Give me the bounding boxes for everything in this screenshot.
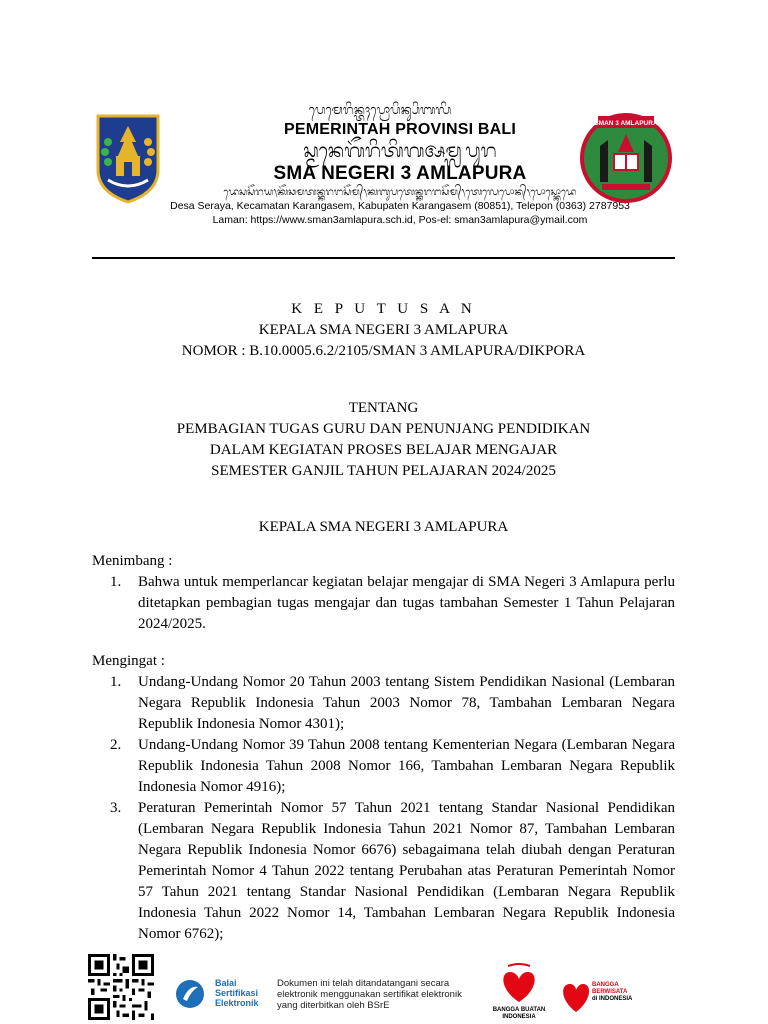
decree-by: KEPALA SMA NEGERI 3 AMLAPURA bbox=[258, 519, 509, 535]
menimbang-label: Menimbang : bbox=[92, 553, 173, 569]
list-item-number: 3. bbox=[110, 800, 122, 816]
list-item bbox=[92, 672, 675, 735]
letterhead bbox=[155, 104, 645, 226]
list-item-text: Bahwa untuk memperlancar kegiatan belajar mengajar di SMA Negeri 3 Amlapura perlu ditetapkan pembagian tugas mengajar dan tugas tambahan Semester 1 Tahun Pelajaran 2024/2025. bbox=[138, 574, 675, 632]
list-item-number: 1. bbox=[110, 574, 122, 590]
bali-province-emblem-icon bbox=[94, 112, 162, 204]
mengingat-list bbox=[92, 672, 675, 945]
list-item-text: Undang-Undang Nomor 20 Tahun 2003 tentang Sistem Pendidikan Nasional (Lembaran Negara Republik Indonesia Tahun 2003 Nomor 78, Tambahan Lembaran Negara Republik Indonesia Nomor 4301); bbox=[138, 674, 675, 732]
list-item bbox=[92, 798, 675, 945]
decree-number: NOMOR : B.10.0005.6.2/2105/SMAN 3 AMLAPURA/DIKPORA bbox=[181, 343, 586, 359]
decree-about: TENTANG bbox=[348, 400, 419, 416]
bsre-logo-icon bbox=[175, 979, 205, 1009]
electronic-signature-note: Dokumen ini telah ditandatangani secara elektronik menggunakan sertifikat elektronik yang diterbitkan oleh BSrE bbox=[277, 978, 462, 1011]
list-item-number: 1. bbox=[110, 674, 122, 690]
list-item bbox=[92, 572, 675, 635]
school-emblem-icon bbox=[578, 112, 674, 204]
bbwi-label-2: BERWISATA bbox=[592, 989, 628, 995]
bsre-name: Balai Sertifikasi Elektronik bbox=[215, 978, 259, 1008]
school-contact: Laman: https://www.sman3amlapura.sch.id, Pos-el: sman3amlapura@ymail.com bbox=[212, 214, 588, 227]
balinese-script-address: ᬤᬾᬲᬲᭂᬭᬬ᭞ᬓᭂᬘᬫᬢᬦ᭄ᬓᬭᬗᬲᭂᬫ᭄᭞ᬓᬩᬸᬧᬢᬾᬦ᭄ᬓᬭᬗᬲᭂᬫ᭄᭞ᬢᬾᬮᬾᬧᭀᬦ᭄᭞ᬧᭀᬲ᭄ᬓᭀᬤᬾ bbox=[223, 187, 577, 199]
decree-subject-line-2: DALAM KEGIATAN PROSES BELAJAR MENGAJAR bbox=[209, 442, 558, 458]
list-item bbox=[92, 735, 675, 798]
list-item-number: 2. bbox=[110, 737, 122, 753]
bangga-buatan-indonesia-logo-icon bbox=[494, 962, 544, 1020]
decree-kind: K E P U T U S A N bbox=[291, 301, 476, 317]
decree-subject-line-1: PEMBAGIAN TUGAS GURU DAN PENUNJANG PENDIDIKAN bbox=[176, 421, 591, 437]
mengingat-label: Mengingat : bbox=[92, 653, 165, 669]
qr-code-icon[interactable] bbox=[88, 954, 154, 1020]
bbwi-label-1: BANGGA bbox=[592, 982, 619, 988]
bbwi-label-3: di INDONESIA bbox=[592, 996, 633, 1002]
school-address: Desa Seraya, Kecamatan Karangasem, Kabupaten Karangasem (80851), Telepon (0363) 2787953 bbox=[170, 200, 630, 213]
school-name: SMA NEGERI 3 AMLAPURA bbox=[273, 163, 527, 185]
bbi-label-2: INDONESIA bbox=[502, 1014, 536, 1020]
decree-issuer: KEPALA SMA NEGERI 3 AMLAPURA bbox=[258, 322, 509, 338]
balinese-script-province: ᬧᬾᬫᬾᬭᬶᬦ᭄ᬢᬄᬧ᭄ᬭᭀᬧᬶᬦ᭄ᬲᬶᬩᬮᬶ bbox=[308, 103, 452, 118]
list-item-text: Undang-Undang Nomor 39 Tahun 2008 tentang Kementerian Negara (Lembaran Negara Republik Indonesia Tahun 2008 Nomor 166, Tambahan Lembaran Negara Republik Indonesia Nomor 4916); bbox=[138, 737, 675, 795]
decree-subject-line-3: SEMESTER GANJIL TAHUN PELAJARAN 2024/2025 bbox=[211, 463, 556, 479]
bbi-label-1: BANGGA BUATAN bbox=[492, 1007, 546, 1013]
balinese-script-school: ᬲ᭄ᬫᬦᬾᬕᭂᬭᬶᬢᬶᬕᬅᬫ᭄ᬮᬧᬸᬭ bbox=[303, 140, 497, 163]
bangga-berwisata-logo-icon bbox=[558, 968, 633, 1020]
list-item-text: Peraturan Pemerintah Nomor 57 Tahun 2021 tentang Standar Nasional Pendidikan (Lembaran Negara Republik Indonesia Tahun 2021 Nomor 87, Tambahan Lembaran Negara Republik Indonesia Nomor 6676) sebagaimana telah diubah dengan Peraturan Pemerintah Nomor 4 Tahun 2022 tentang Perubahan atas Peraturan Pemerintah Nomor 57 Tahun 2021 tentang Standar Nasional Pendidikan (Lembaran Negara Republik Indonesia Tahun 2022 Nomor 14, Tambahan Lembaran Negara Republik Indonesia Nomor 6762); bbox=[138, 800, 675, 942]
province-name: PEMERINTAH PROVINSI BALI bbox=[283, 121, 517, 139]
school-emblem-label: SMAN 3 AMLAPURA bbox=[594, 120, 658, 127]
menimbang-list bbox=[92, 572, 675, 635]
letterhead-divider bbox=[92, 257, 675, 259]
